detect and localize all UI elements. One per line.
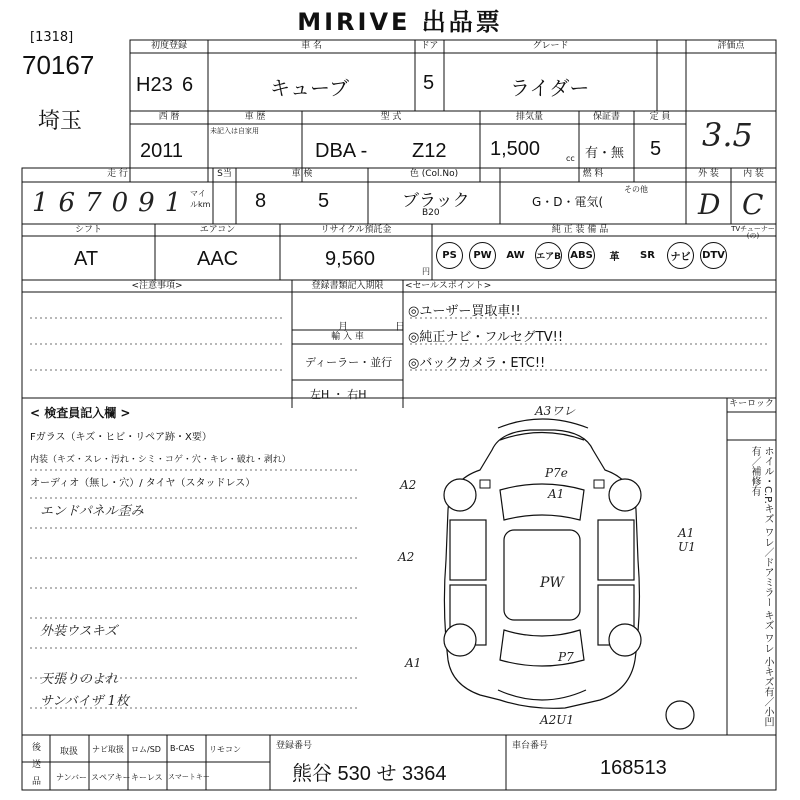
year: 2011 xyxy=(140,140,184,162)
label-seireki: 西 暦 xyxy=(158,112,180,122)
damage-a1-top: A1 xyxy=(548,487,565,501)
aircon: AAC xyxy=(197,248,239,270)
damage-left-a1: A1 xyxy=(405,656,422,670)
label-aircon: エアコン xyxy=(199,225,236,235)
bottom-remocon: リモコン xyxy=(209,745,241,754)
shaken-year: 8 xyxy=(255,190,267,212)
mile-km: マイルkm xyxy=(190,189,211,209)
side-col1: 後 xyxy=(32,743,42,753)
form-title: MIRIVE 出品票 xyxy=(297,8,503,36)
grade: ライダー xyxy=(510,78,590,100)
damage-p7e: P7e xyxy=(545,466,568,480)
cc-unit: cc xyxy=(566,154,575,163)
equip-airbag: エアB xyxy=(535,242,562,269)
label-score: 評価点 xyxy=(717,41,745,51)
transmission: AT xyxy=(74,248,99,270)
chassis-number: 168513 xyxy=(600,757,667,779)
recycle-fee: 9,560 xyxy=(325,248,376,270)
bottom-smart: スマートキー xyxy=(168,773,210,781)
equipment-list xyxy=(436,242,776,269)
exterior-grade: D xyxy=(698,188,721,221)
label-nyuko: 輸 入 車 xyxy=(331,332,364,342)
damage-left-front-a2: A2 xyxy=(400,478,417,492)
displacement: 1,500 xyxy=(490,138,541,160)
reg-month: 6 xyxy=(182,74,194,96)
interior-grade: C xyxy=(742,188,764,221)
fuel: G・D・電気( xyxy=(532,195,604,209)
dealer: ディーラー・並行 xyxy=(305,356,393,369)
region: 埼玉 xyxy=(38,108,83,133)
label-color: 色 (Col.No) xyxy=(409,169,459,179)
fuel-other: その他 xyxy=(624,185,648,194)
bottom-navi: ナビ取扱 xyxy=(92,745,124,754)
sales-point-1: ◎ユーザー買取車!! xyxy=(408,304,521,319)
equip-pw: PW xyxy=(469,242,496,269)
color-no: B20 xyxy=(422,208,440,218)
equip-aw: AW xyxy=(506,250,525,261)
car-name: キューブ xyxy=(270,78,349,100)
plate-number: 熊谷 530 せ 3364 xyxy=(292,763,447,785)
handwritten-note-4: サンバイザ 1枚 xyxy=(40,694,129,709)
toroku-month: 月 xyxy=(338,322,348,333)
bottom-bcas: B-CAS xyxy=(170,744,195,753)
capacity: 5 xyxy=(650,138,662,160)
handwritten-note-3: 天張りのよれ xyxy=(40,672,119,687)
label-shaken: 車 検 xyxy=(291,169,313,179)
side-col2: 送 xyxy=(32,760,42,770)
damage-front-a3: A3ワレ xyxy=(535,404,576,418)
bottom-keyless: キーレス xyxy=(131,773,163,782)
mileage: 167091 xyxy=(32,188,192,218)
model-prefix: DBA - xyxy=(315,140,368,162)
label-sales-point: <セールスポイント> xyxy=(405,281,492,291)
label-naisou: 内 装 xyxy=(743,169,764,179)
label-s-mark: S当 xyxy=(217,169,232,179)
toroku-day: 日 xyxy=(395,322,405,333)
yen-unit: 円 xyxy=(422,267,430,276)
label-junsei: 純 正 装 備 品 xyxy=(551,225,609,235)
equip-leather: 革 xyxy=(609,252,620,263)
handwritten-note-2: 外装ウスキズ xyxy=(40,624,118,639)
sales-point-3: ◎バックカメラ・ETC!! xyxy=(408,356,546,371)
damage-left-a2: A2 xyxy=(398,550,415,564)
doors: 5 xyxy=(423,72,435,94)
equip-navi: ナビ xyxy=(667,242,694,269)
label-shamei: 車 名 xyxy=(301,41,322,51)
label-sokou: 走 行 xyxy=(107,169,128,179)
equip-ps: PS xyxy=(436,242,463,269)
label-shift: シフト xyxy=(74,225,102,235)
equip-abs: ABS xyxy=(568,242,595,269)
label-shareki: 車 歴 xyxy=(244,112,266,122)
equip-dtv: DTV xyxy=(700,242,727,269)
inspector-note-3: オーディオ（無し・穴）/ タイヤ（スタッドレス） xyxy=(30,478,256,489)
label-recycle: リサイクル預託金 xyxy=(320,225,392,235)
label-key-lock: キーロック xyxy=(729,399,774,409)
label-tv-tuner: TVチューナー(の) xyxy=(731,225,775,240)
inspector-note-1: Fガラス（キズ・ヒビ・リペア跡・X要） xyxy=(30,432,212,443)
label-toroku-bango: 登録番号 xyxy=(276,741,313,751)
label-inspector: < 検査員記入欄 > xyxy=(30,406,131,420)
equip-sr: SR xyxy=(640,250,655,261)
label-nenryo: 燃 料 xyxy=(582,169,604,179)
shaken-month: 5 xyxy=(318,190,330,212)
history-note: 未記入は自家用 xyxy=(210,127,259,135)
lot-number: 70167 xyxy=(22,50,95,80)
label-shadai-bango: 車台番号 xyxy=(512,741,549,751)
damage-rear-p7: P7 xyxy=(558,650,574,664)
label-haikiryo: 排気量 xyxy=(515,112,543,122)
inspector-note-2: 内装（キズ・スレ・汚れ・シミ・コゲ・穴・キレ・破れ・剥れ） xyxy=(30,455,291,465)
bottom-tori: 取扱 xyxy=(60,747,79,757)
label-hosho: 保証書 xyxy=(592,112,620,122)
label-gaisou: 外 装 xyxy=(698,169,719,179)
label-shodo-toroku: 初度登録 xyxy=(150,41,187,51)
warranty: 有・無 xyxy=(585,146,625,161)
reg-era: H23 xyxy=(136,74,173,96)
side-damage-legend: ホイル・C.P.キズ ワレ／ドアミラー キズ ワレ 小キズ有／小凹有／補修有 xyxy=(749,446,773,727)
damage-roof-pw: PW xyxy=(540,575,564,591)
model: Z12 xyxy=(412,140,447,162)
bottom-spare: スペアキー xyxy=(91,773,131,782)
handle: 左H ・ 右H xyxy=(310,388,367,401)
score: 3.5 xyxy=(702,116,753,154)
bottom-rom: ロム/SD xyxy=(131,745,161,754)
label-door: ドア xyxy=(420,41,439,51)
label-teiin: 定 員 xyxy=(649,112,671,122)
car-damage-diagram xyxy=(380,410,720,730)
label-toroku-kigen: 登録書類記入期限 xyxy=(311,281,384,291)
side-col3: 品 xyxy=(32,777,42,787)
bottom-number: ナンバー xyxy=(56,773,88,782)
label-chuui: <注意事項> xyxy=(131,281,183,291)
handwritten-note-1: エンドパネル歪み xyxy=(40,504,144,519)
color-name: ブラック xyxy=(402,191,470,210)
lot-id: [1318] xyxy=(30,30,74,45)
damage-rear-a2u1: A2U1 xyxy=(540,713,575,727)
sales-point-2: ◎純正ナビ・フルセグTV!! xyxy=(408,330,564,345)
damage-right-a1u1: A1 U1 xyxy=(678,526,696,554)
label-katashiki: 型 式 xyxy=(380,112,402,122)
label-grade: グレード xyxy=(532,41,569,51)
